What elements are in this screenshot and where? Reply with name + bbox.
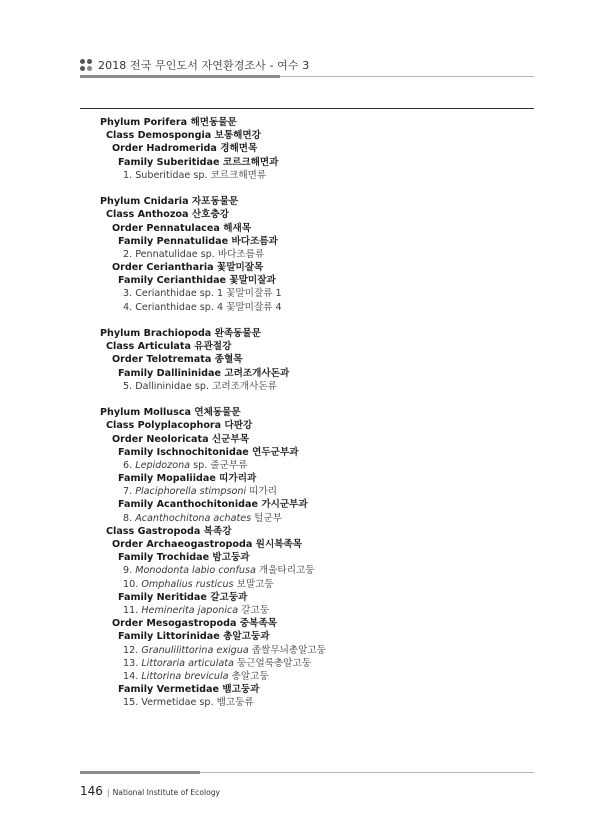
- common-name: 총알고둥: [231, 670, 269, 682]
- species-entry: [100, 564, 520, 577]
- species-entry: [100, 459, 520, 472]
- class-heading: Class Articulata 유관절강: [106, 341, 232, 353]
- species-entry: [100, 670, 520, 683]
- phylum-heading: Phylum Brachiopoda 완족동물문: [100, 328, 261, 339]
- order-heading: Order Pennatulacea 해새목: [112, 222, 251, 234]
- family-heading: Family Acanthochitonidae 가시군부과: [118, 499, 308, 511]
- species-number: 7.: [123, 486, 133, 498]
- species-entry: 4. Cerianthidae sp. 4 꽃말미잘류 4: [123, 301, 282, 313]
- page-number: 146: [80, 784, 103, 798]
- family-heading: Family Mopaliidae 띠가리과: [118, 473, 257, 485]
- spacer: [100, 393, 520, 406]
- species-entry: 1. Suberitidae sp. 코르크해면류: [123, 169, 267, 181]
- common-name: 갈고둥: [241, 604, 270, 616]
- footer-rule-accent: [80, 771, 200, 774]
- family-heading: Family Cerianthidae 꽃말미잘과: [118, 275, 276, 287]
- class-heading: Class Demospongia 보통해면강: [106, 130, 261, 142]
- species-entry: 15. Vermetidae sp. 뱀고둥류: [123, 697, 254, 709]
- order-heading: Order Mesogastropoda 중복족목: [112, 618, 277, 630]
- phylum-heading: Phylum Porifera 해면동물문: [100, 117, 237, 128]
- order-heading: Order Ceriantharia 꽃말미잘목: [112, 262, 264, 274]
- family-heading: Family Pennatulidae 바다조름과: [118, 235, 278, 247]
- species-entry: [100, 604, 520, 617]
- scientific-name: Littorina brevicula: [141, 670, 229, 682]
- footer-publisher: National Institute of Ecology: [112, 788, 221, 797]
- header-title: 2018 전국 무인도서 자연환경조사 - 여수 3: [98, 59, 310, 72]
- header-dots-icon: [80, 59, 93, 72]
- species-number: 12.: [123, 644, 139, 656]
- species-number: 13.: [123, 657, 139, 669]
- common-name: 개울타리고둥: [258, 565, 315, 577]
- class-heading: Class Gastropoda 복족강: [106, 525, 232, 537]
- footer-separator: |: [106, 788, 110, 797]
- species-number: 9.: [123, 565, 133, 577]
- class-heading: Class Anthozoa 산호충강: [106, 209, 229, 221]
- family-heading: Family Trochidae 밤고둥과: [118, 552, 250, 564]
- species-entry: 5. Dallininidae sp. 고려조개사돈류: [123, 380, 277, 392]
- family-heading: Family Dallininidae 고려조개사돈과: [118, 367, 290, 379]
- scientific-name: Placiphorella stimpsoni: [135, 486, 247, 498]
- order-heading: Order Hadromerida 경해면목: [112, 143, 258, 155]
- common-name: 둥근얼룩총알고둥: [236, 657, 312, 669]
- header-rule-accent: [80, 75, 280, 78]
- running-header: [80, 55, 534, 77]
- common-name: 털군부: [254, 512, 283, 524]
- species-entry: [100, 485, 520, 498]
- species-entry: [100, 657, 520, 670]
- common-name: 보말고둥: [236, 578, 274, 590]
- scientific-name: Lepidozona: [135, 459, 191, 471]
- family-heading: Family Vermetidae 뱀고둥과: [118, 684, 260, 696]
- order-heading: Order Archaeogastropoda 원시복족목: [112, 539, 303, 550]
- content-top-rule: [80, 108, 534, 109]
- species-entry: [100, 578, 520, 591]
- order-heading: Order Neoloricata 신군부목: [112, 433, 249, 445]
- family-heading: Family Ischnochitonidae 연두군부과: [118, 446, 299, 458]
- class-heading: Class Polyplacophora 다판강: [106, 420, 253, 432]
- family-heading: Family Neritidae 갈고둥과: [118, 591, 248, 603]
- species-number: 8.: [123, 512, 133, 524]
- scientific-name: Omphalius rusticus: [141, 578, 234, 590]
- common-name: 좁쌀무늬총알고둥: [251, 644, 326, 656]
- species-number: 6.: [123, 459, 133, 471]
- common-name: 띠가리: [249, 486, 277, 498]
- family-heading: Family Littorinidae 총알고둥과: [118, 631, 270, 643]
- phylum-heading: Phylum Cnidaria 자포동물문: [100, 196, 239, 208]
- phylum-heading: Phylum Mollusca 연체동물문: [100, 407, 241, 419]
- species-entry: 2. Pennatulidae sp. 바다조름류: [123, 248, 265, 260]
- common-name: sp. 줄군부류: [193, 459, 248, 471]
- page-footer: [80, 780, 220, 796]
- order-heading: Order Telotremata 종혈목: [112, 354, 243, 366]
- scientific-name: Monodonta labio confusa: [135, 565, 256, 577]
- species-number: 10.: [123, 578, 139, 590]
- species-entry: 3. Cerianthidae sp. 1 꽃말미잘류 1: [123, 288, 282, 300]
- family-heading: Family Suberitidae 코르크해면과: [118, 156, 279, 168]
- species-number: 14.: [123, 670, 139, 682]
- spacer: [100, 182, 520, 195]
- scientific-name: Littoraria articulata: [141, 657, 234, 669]
- scientific-name: Acanthochitona achates: [135, 512, 252, 524]
- scientific-name: Heminerita japonica: [141, 604, 239, 616]
- spacer: [100, 314, 520, 327]
- species-entry: [100, 644, 520, 657]
- species-entry: [100, 512, 520, 525]
- species-number: 11.: [123, 604, 139, 616]
- species-list: [100, 116, 520, 709]
- scientific-name: Granulilittorina exigua: [141, 644, 249, 656]
